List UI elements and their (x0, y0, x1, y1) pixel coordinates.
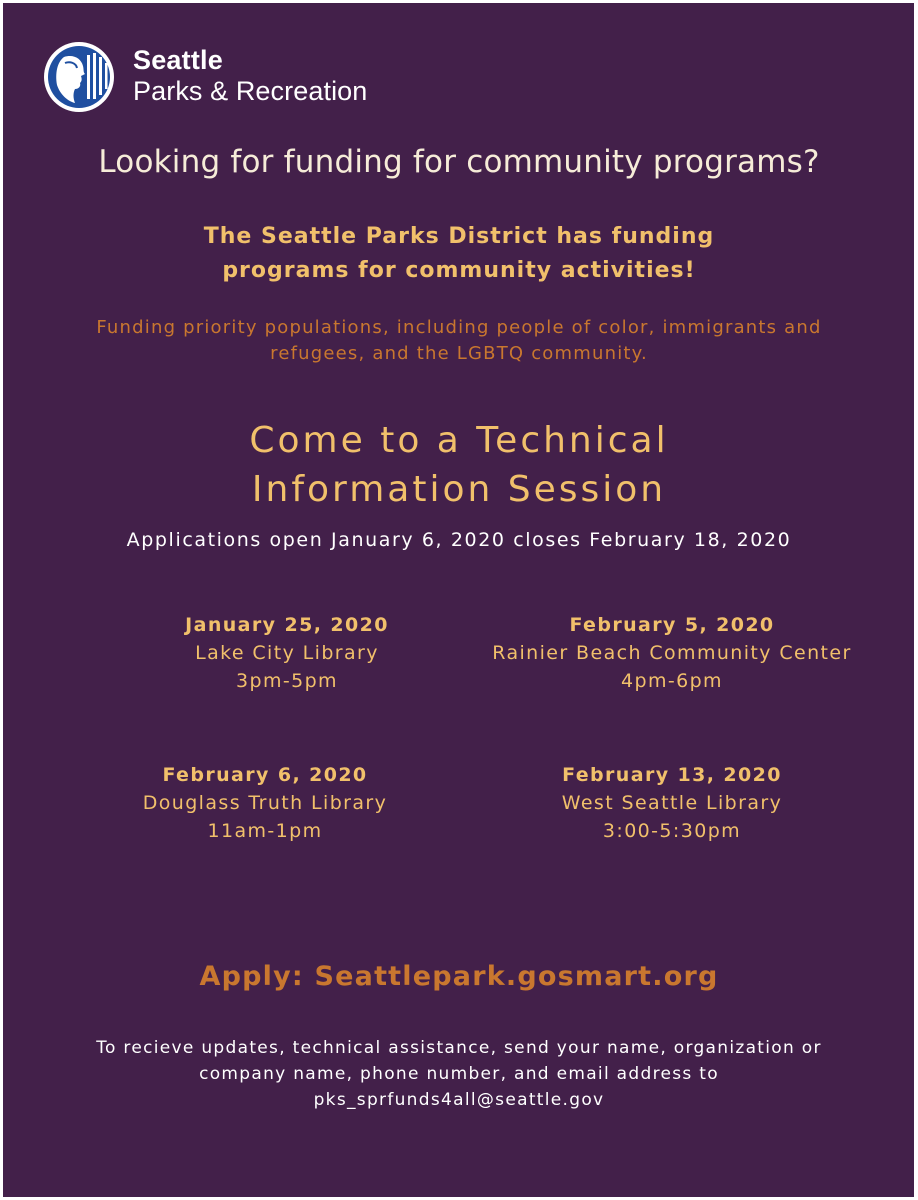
priority-line: refugees, and the LGBTQ community. (270, 343, 648, 364)
session-time: 3:00-5:30pm (602, 820, 742, 842)
session-time: 3pm-5pm (236, 670, 338, 692)
session-block (462, 761, 882, 845)
apply-link[interactable]: Apply: Seattlepark.gosmart.org (199, 961, 719, 992)
session-block (77, 611, 497, 695)
session-location: Lake City Library (195, 642, 379, 664)
session-time: 11am-1pm (207, 820, 323, 842)
session-location: West Seattle Library (561, 792, 783, 814)
session-date: February 6, 2020 (162, 764, 368, 786)
application-dates: Applications open January 6, 2020 closes February 18, 2020 (126, 529, 792, 551)
priority-populations-text (50, 315, 868, 367)
logo-city-name: Seattle (133, 45, 223, 75)
priority-line: Funding priority populations, including people of color, immigrants and (96, 317, 822, 338)
session-date: January 25, 2020 (185, 614, 389, 636)
seattle-seal-icon (43, 41, 115, 113)
session-block (462, 611, 882, 695)
contact-email-link[interactable]: pks_sprfunds4all@seattle.gov (313, 1090, 605, 1110)
session-location: Rainier Beach Community Center (492, 642, 852, 664)
session-location: Douglass Truth Library (142, 792, 388, 814)
subheadline-line: programs for community activities! (222, 258, 696, 283)
page-headline: Looking for funding for community programs? (98, 144, 820, 180)
subheadline (150, 220, 768, 288)
session-title-line: Information Session (251, 469, 667, 510)
session-title (150, 416, 768, 514)
session-time: 4pm-6pm (621, 670, 723, 692)
session-date: February 13, 2020 (562, 764, 782, 786)
footer-line: To recieve updates, technical assistance, send your name, organization or (96, 1038, 822, 1058)
session-date: February 5, 2020 (569, 614, 775, 636)
logo-wordmark (133, 45, 367, 107)
session-block (55, 761, 475, 845)
subheadline-line: The Seattle Parks District has funding (203, 224, 715, 249)
session-title-line: Come to a Technical (249, 420, 669, 461)
footer-line: company name, phone number, and email address to (199, 1064, 719, 1084)
logo-department-name: Parks & Recreation (133, 76, 368, 106)
footer-contact-text (20, 1035, 898, 1113)
